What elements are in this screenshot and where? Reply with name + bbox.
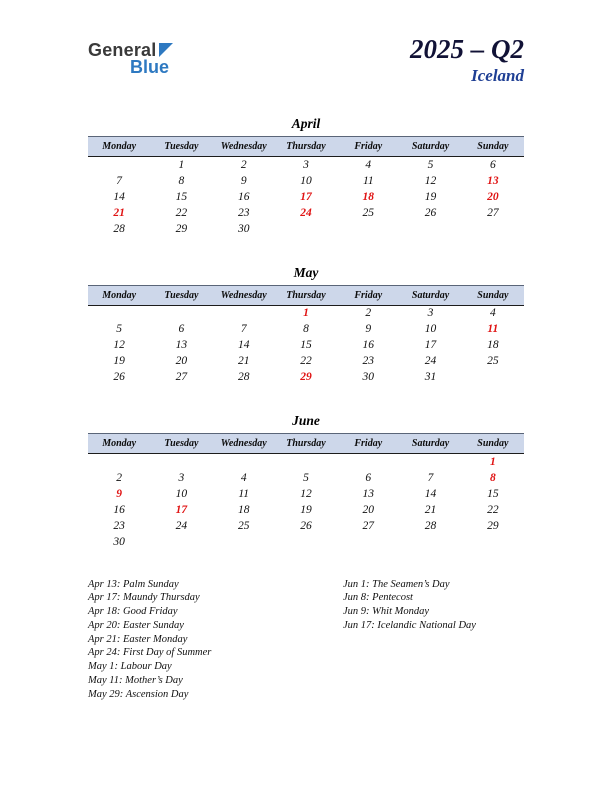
date-cell: 27 (487, 206, 499, 219)
date-cell: 20 (487, 190, 499, 203)
date-cell: 20 (175, 355, 188, 367)
date-cell: 1 (489, 455, 496, 468)
date-cell: 24 (300, 206, 312, 219)
date-cell: 12 (113, 339, 125, 351)
date-cell: 5 (116, 323, 123, 335)
date-cell: 3 (427, 307, 434, 320)
calendar-table (88, 433, 524, 550)
date-cell: 8 (178, 174, 185, 187)
date-cell: 10 (175, 487, 188, 500)
date-cell: 21 (237, 355, 250, 367)
date-cell: 16 (237, 190, 250, 203)
date-cell: 9 (116, 487, 123, 500)
date-cell: 19 (300, 503, 312, 516)
page-title: 2025 – Q2 (410, 34, 524, 64)
empty-cell (275, 221, 337, 237)
date-cell: 7 (116, 174, 123, 187)
date-cell: 4 (489, 307, 496, 320)
month-title: June (292, 413, 320, 428)
date-cell: 8 (303, 323, 309, 335)
date-cell: 7 (240, 323, 247, 335)
date-cell: 3 (178, 471, 185, 484)
holiday-item: Apr 20: Easter Sunday (88, 619, 184, 631)
date-cell: 28 (424, 519, 437, 532)
page-subtitle: Iceland (471, 66, 524, 85)
date-cell: 10 (424, 323, 437, 335)
day-header: Friday (337, 285, 399, 305)
date-cell: 27 (175, 371, 188, 383)
date-cell: 4 (240, 471, 247, 484)
date-cell: 14 (237, 339, 250, 351)
empty-cell (88, 157, 150, 173)
date-cell: 25 (362, 206, 375, 219)
day-header: Thursday (275, 285, 337, 305)
date-cell: 12 (424, 174, 437, 187)
week-row (88, 205, 524, 221)
holiday-item: Apr 17: Maundy Thursday (88, 592, 200, 604)
day-header: Monday (88, 137, 150, 157)
empty-cell (275, 454, 337, 470)
date-cell: 1 (178, 158, 185, 171)
date-cell: 7 (427, 471, 434, 484)
day-header: Wednesday (213, 137, 275, 157)
date-cell: 6 (178, 323, 185, 335)
empty-cell (399, 534, 461, 550)
holiday-item: May 1: Labour Day (88, 661, 172, 673)
holiday-item: Jun 17: Icelandic National Day (343, 619, 476, 631)
empty-cell (462, 534, 524, 550)
date-cell: 1 (303, 307, 309, 320)
empty-cell (337, 221, 399, 237)
date-cell: 28 (237, 371, 250, 383)
week-row (88, 189, 524, 205)
date-cell: 17 (300, 190, 312, 203)
week-row (88, 221, 524, 237)
date-cell: 23 (362, 355, 375, 367)
logo-word-general: General (88, 40, 157, 60)
month-title: April (291, 116, 321, 131)
week-row (88, 337, 524, 353)
calendar-table (88, 285, 524, 386)
general-blue-logo (88, 34, 173, 78)
empty-cell (150, 534, 212, 550)
day-header: Saturday (399, 137, 461, 157)
holiday-item: May 11: Mother’s Day (88, 675, 183, 687)
holidays-right (343, 578, 476, 702)
holiday-item: Jun 8: Pentecost (343, 592, 413, 604)
title-block (410, 34, 524, 87)
empty-cell (88, 305, 150, 321)
week-row (88, 321, 524, 337)
date-cell: 15 (487, 487, 499, 500)
date-cell: 2 (240, 158, 247, 171)
date-cell: 8 (489, 471, 496, 484)
empty-cell (462, 369, 524, 385)
date-cell: 31 (424, 371, 437, 383)
day-header: Friday (337, 137, 399, 157)
holiday-item: Apr 24: First Day of Summer (88, 647, 212, 659)
week-row (88, 353, 524, 369)
page-header (88, 34, 524, 92)
logo-word-blue: Blue (130, 57, 170, 77)
day-header: Sunday (462, 137, 524, 157)
date-cell: 19 (424, 190, 437, 203)
date-cell: 18 (487, 339, 499, 351)
day-header: Thursday (275, 434, 337, 454)
day-header: Tuesday (150, 434, 212, 454)
date-cell: 30 (237, 222, 250, 235)
date-cell: 11 (238, 487, 250, 500)
month-may (88, 265, 524, 386)
date-cell: 22 (175, 206, 188, 219)
date-cell: 29 (300, 371, 312, 383)
day-header: Saturday (399, 434, 461, 454)
empty-cell (150, 305, 212, 321)
week-row (88, 470, 524, 486)
date-cell: 25 (237, 519, 250, 532)
week-row (88, 369, 524, 385)
date-cell: 29 (487, 519, 499, 532)
day-header-row (88, 434, 524, 454)
date-cell: 30 (362, 371, 375, 383)
date-cell: 16 (113, 503, 125, 516)
date-cell: 26 (424, 206, 437, 219)
date-cell: 15 (300, 339, 312, 351)
date-cell: 18 (362, 190, 375, 203)
date-cell: 6 (489, 158, 496, 171)
calendar-table (88, 136, 524, 237)
date-cell: 15 (175, 190, 188, 203)
date-cell: 12 (300, 487, 312, 500)
date-cell: 3 (303, 158, 309, 171)
empty-cell (399, 454, 461, 470)
day-header: Monday (88, 434, 150, 454)
week-row (88, 454, 524, 470)
date-cell: 29 (175, 222, 188, 235)
empty-cell (462, 221, 524, 237)
date-cell: 26 (300, 519, 312, 532)
date-cell: 23 (113, 519, 125, 532)
date-cell: 5 (427, 158, 434, 171)
day-header: Saturday (399, 285, 461, 305)
date-cell: 25 (487, 355, 499, 367)
date-cell: 19 (113, 355, 125, 367)
month-april (88, 116, 524, 237)
date-cell: 6 (365, 471, 372, 484)
date-cell: 14 (113, 190, 125, 203)
date-cell: 22 (300, 355, 312, 367)
holidays-left (88, 578, 343, 702)
date-cell: 21 (424, 503, 437, 516)
day-header: Tuesday (150, 285, 212, 305)
holiday-item: Apr 18: Good Friday (88, 606, 178, 618)
day-header: Friday (337, 434, 399, 454)
date-cell: 11 (487, 323, 499, 335)
date-cell: 14 (424, 487, 437, 500)
month-june (88, 413, 524, 550)
empty-cell (213, 305, 275, 321)
holiday-item: Jun 9: Whit Monday (343, 606, 430, 618)
date-cell: 18 (237, 503, 250, 516)
week-row (88, 305, 524, 321)
day-header: Wednesday (213, 434, 275, 454)
day-header: Monday (88, 285, 150, 305)
date-cell: 11 (362, 174, 374, 187)
date-cell: 22 (487, 503, 499, 516)
month-title: May (293, 264, 319, 280)
date-cell: 23 (237, 206, 250, 219)
date-cell: 30 (113, 535, 125, 548)
holidays-section (88, 578, 524, 702)
day-header: Wednesday (213, 285, 275, 305)
empty-cell (150, 454, 212, 470)
empty-cell (275, 534, 337, 550)
empty-cell (88, 454, 150, 470)
date-cell: 13 (362, 487, 375, 500)
date-cell: 13 (487, 174, 499, 187)
date-cell: 5 (303, 471, 309, 484)
day-header: Sunday (462, 285, 524, 305)
week-row (88, 518, 524, 534)
holiday-item: Jun 1: The Seamen’s Day (343, 578, 450, 590)
day-header-row (88, 137, 524, 157)
date-cell: 2 (116, 471, 123, 484)
date-cell: 27 (362, 519, 375, 532)
date-cell: 24 (424, 355, 437, 367)
months (88, 116, 524, 550)
date-cell: 28 (113, 222, 125, 235)
logo-triangle-icon (159, 43, 173, 57)
empty-cell (213, 534, 275, 550)
date-cell: 10 (300, 174, 312, 187)
holiday-item: Apr 21: Easter Monday (88, 633, 188, 645)
empty-cell (337, 534, 399, 550)
empty-cell (337, 454, 399, 470)
date-cell: 9 (240, 174, 247, 187)
date-cell: 17 (424, 339, 437, 351)
empty-cell (213, 454, 275, 470)
day-header: Tuesday (150, 137, 212, 157)
empty-cell (399, 221, 461, 237)
day-header-row (88, 285, 524, 305)
day-header: Sunday (462, 434, 524, 454)
week-row (88, 486, 524, 502)
date-cell: 26 (113, 371, 125, 383)
holiday-item: Apr 13: Palm Sunday (88, 578, 179, 590)
holiday-item: May 29: Ascension Day (88, 688, 189, 700)
date-cell: 17 (175, 503, 188, 516)
date-cell: 20 (362, 503, 375, 516)
date-cell: 13 (175, 339, 188, 351)
date-cell: 9 (365, 323, 372, 335)
date-cell: 24 (175, 519, 188, 532)
date-cell: 21 (113, 206, 125, 219)
week-row (88, 534, 524, 550)
day-header: Thursday (275, 137, 337, 157)
week-row (88, 157, 524, 173)
date-cell: 16 (362, 339, 375, 351)
week-row (88, 173, 524, 189)
week-row (88, 502, 524, 518)
date-cell: 4 (365, 158, 372, 171)
date-cell: 2 (365, 307, 372, 320)
